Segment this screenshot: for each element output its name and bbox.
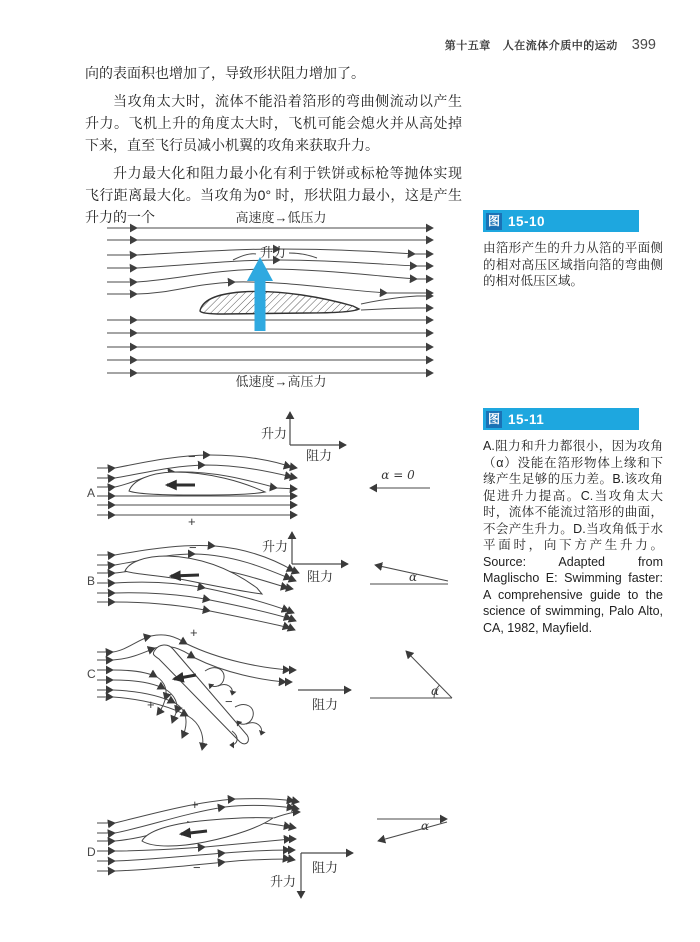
row-a-lift-label: 升力 xyxy=(260,426,287,441)
running-header xyxy=(445,37,656,53)
paragraph-continuation: 向的表面积也增加了，导致形状阻力增加了。 xyxy=(85,65,365,81)
row-b-drag-label: 阻力 xyxy=(307,569,334,584)
row-a-plus: + xyxy=(188,514,196,529)
figure-15-10-callout xyxy=(483,210,663,290)
row-c-label: C xyxy=(87,667,96,681)
row-c-plus: + xyxy=(147,697,155,712)
figure-tag-number: 15-11 xyxy=(508,411,545,427)
row-a-label: A xyxy=(87,486,96,500)
row-c xyxy=(97,635,452,750)
row-d-lift-label: 升力 xyxy=(269,874,296,889)
row-d-plus: + xyxy=(191,797,199,812)
row-b-label: B xyxy=(87,574,96,588)
lift-label: 升力 xyxy=(259,245,287,260)
angle-d-wedge xyxy=(377,819,447,841)
row-b-lift-label: 升力 xyxy=(261,539,288,554)
angle-c-wedge xyxy=(370,651,452,698)
paragraph: 当攻角太大时，流体不能沿着箔形的弯曲侧流动以产生升力。飞机上升的角度太大时，飞机可能会熄火并从高处掉下来，直至飞行员减小机翼的攻角来获取升力。 xyxy=(85,93,462,153)
section-title: 人在流体介质中的运动 xyxy=(502,40,618,52)
high-speed-low-pressure-label: 高速度→低压力 xyxy=(235,210,327,225)
figure-tag-number: 15-10 xyxy=(508,213,546,229)
row-a-axes xyxy=(290,412,346,445)
paragraph: 升力最大化和阻力最小化有利于铁饼或标枪等抛体实现飞行距离最大化。当攻角为0° 时，形状阻力最小，这是产生升力的一个 xyxy=(85,165,462,225)
foil-b-motion-arrow xyxy=(171,575,199,576)
low-speed-high-pressure-label: 低速度→高压力 xyxy=(235,374,327,389)
row-b-plus: + xyxy=(190,625,198,640)
row-a-minus: − xyxy=(188,449,196,464)
row-a-drag-label: 阻力 xyxy=(306,448,333,463)
figure-15-11-caption: A.阻力和升力都很小，因为攻角（α）没能在箔形物体上缘和下缘产生足够的压力差。B.该攻角促进升力提高。C.当攻角太大时，流体不能流过箔形的曲面，不会产生升力。D.当攻角低于水平面时，向下方产生升力。Source: Adapted from Maglischo E: Swimming faster: A comprehensive guide to the science of swimming, Palo Alto, CA, 1982, Mayfield. xyxy=(483,439,663,635)
row-d-minus: − xyxy=(193,860,201,875)
row-d-label: D xyxy=(87,845,96,859)
row-b-axes xyxy=(292,532,348,564)
foil-a xyxy=(129,472,265,495)
figure-15-11-tag xyxy=(483,408,639,430)
page-number: 399 xyxy=(631,37,656,53)
figure-15-10-tag xyxy=(483,210,639,232)
airfoil-hatched xyxy=(200,291,359,314)
row-b-minus: − xyxy=(189,540,197,555)
figure-tag-icon: 图 xyxy=(488,213,501,228)
figure-15-10-diagram xyxy=(85,205,475,395)
row-c-angle-label: α xyxy=(431,684,440,698)
figure-15-10-caption: 由箔形产生的升力从箔的平面侧的相对高压区域指向箔的弯曲侧的相对低压区域。 xyxy=(483,241,663,288)
row-c-drag-label: 阻力 xyxy=(311,697,339,712)
figure-15-11-diagram xyxy=(85,398,475,933)
row-c-minus: − xyxy=(225,694,233,709)
figure-15-11-callout xyxy=(483,408,663,636)
figure-tag-icon: 图 xyxy=(488,411,501,426)
row-d-drag-label: 阻力 xyxy=(311,860,339,875)
chapter-label: 第十五章 xyxy=(444,40,491,52)
row-a-angle-label: α = 0 xyxy=(381,468,415,482)
row-d-angle-label: α xyxy=(421,819,430,833)
body-text xyxy=(85,62,462,228)
foil-c xyxy=(153,645,248,744)
row-b-angle-label: α xyxy=(409,570,418,584)
